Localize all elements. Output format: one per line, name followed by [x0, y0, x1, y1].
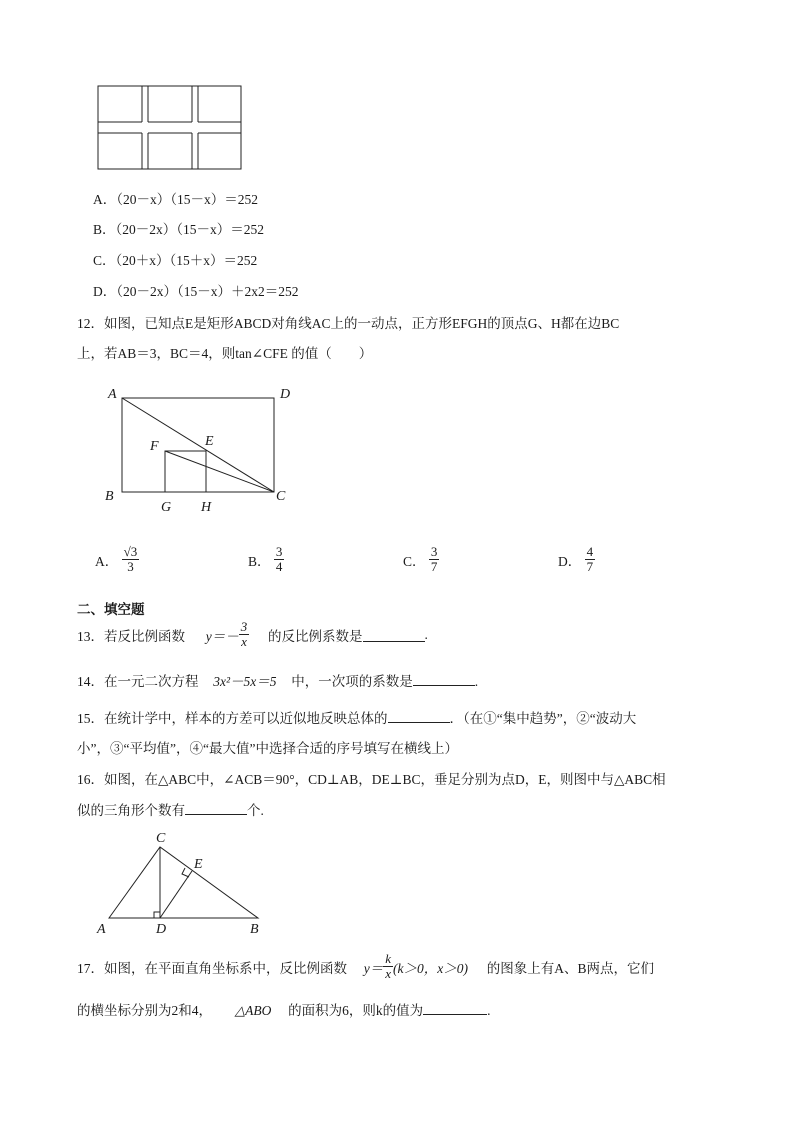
q12-stem-line2: 上，若AB＝3，BC＝4，则tan∠CFE 的值（ ）: [77, 346, 373, 361]
q16-label-e: E: [194, 857, 203, 872]
q12-label-d: D: [280, 387, 291, 402]
q16-label-b: B: [250, 922, 259, 937]
q16-label-a: A: [97, 922, 106, 937]
q17-answer-blank[interactable]: [423, 1000, 487, 1015]
q12-label-b: B: [105, 489, 114, 504]
q15-answer-blank[interactable]: [388, 708, 450, 723]
q13: 13．若反比例函数 y＝－ $\frac{3}{x}$ 的反比例系数是 .: [77, 619, 428, 650]
q15-line1: 15．在统计学中，样本的方差可以近似地反映总体的 ．（在①“集中趋势”，②“波动大: [77, 707, 636, 727]
q17-line2: 的横坐标分别为2和4， △ABO 的面积为6，则k的值为 .: [77, 999, 491, 1019]
q12-option-c: C． $\frac{3}{7}$: [403, 544, 438, 575]
q11-figure: [97, 85, 243, 171]
q12-label-c: C: [276, 489, 286, 504]
q14: 14．在一元二次方程 3x²－5x＝5 中，一次项的系数是 .: [77, 670, 478, 690]
q12-label-e: E: [205, 434, 214, 449]
q16-label-d: D: [156, 922, 167, 937]
q14-answer-blank[interactable]: [413, 671, 475, 686]
q11-option-a: A．（20－x）（15－x）＝252: [93, 192, 258, 207]
q12-label-f: F: [150, 439, 159, 454]
q13-answer-blank[interactable]: [363, 627, 425, 642]
section-heading: 二、填空题: [77, 602, 145, 618]
q16-line1: 16．如图，在△ABC中，∠ACB＝90°，CD⊥AB，DE⊥BC，垂足分别为点D，E，则图中与△ABC相: [77, 772, 666, 787]
q17-line1: 17．如图，在平面直角坐标系中，反比例函数 y＝ $\frac{k}{x}$ (k＞0，x＞0) 的图象上有A、B两点，它们: [77, 951, 655, 982]
q11-option-d: D．（20－2x）（15－x）＋2x2＝252: [93, 284, 299, 299]
q16-line2: 似的三角形个数有 个.: [77, 799, 264, 819]
q12-figure: [100, 380, 300, 515]
q12-option-d: D． $\frac{4}{7}$: [558, 544, 594, 575]
q16-answer-blank[interactable]: [185, 800, 247, 815]
q12-label-a: A: [108, 387, 117, 402]
q11-option-b: B．（20－2x）（15－x）＝252: [93, 222, 265, 237]
q16-figure: [92, 826, 272, 938]
q11-option-c: C．（20＋x）（15＋x）＝252: [93, 253, 258, 268]
q12-stem-line1: 12．如图，已知点E是矩形ABCD对角线AC上的一动点，正方形EFGH的顶点G、H都在边BC: [77, 316, 620, 331]
q12-option-a: A． $\frac{√3}{3}$: [95, 544, 138, 575]
q12-label-g: G: [161, 500, 172, 515]
q12-label-h: H: [201, 500, 212, 515]
q16-label-c: C: [156, 831, 166, 846]
q15-line2: 小”，③“平均值”，④“最大值”中选择合适的序号填写在横线上）: [77, 741, 458, 756]
q12-option-b: B． $\frac{3}{4}$: [248, 544, 283, 575]
